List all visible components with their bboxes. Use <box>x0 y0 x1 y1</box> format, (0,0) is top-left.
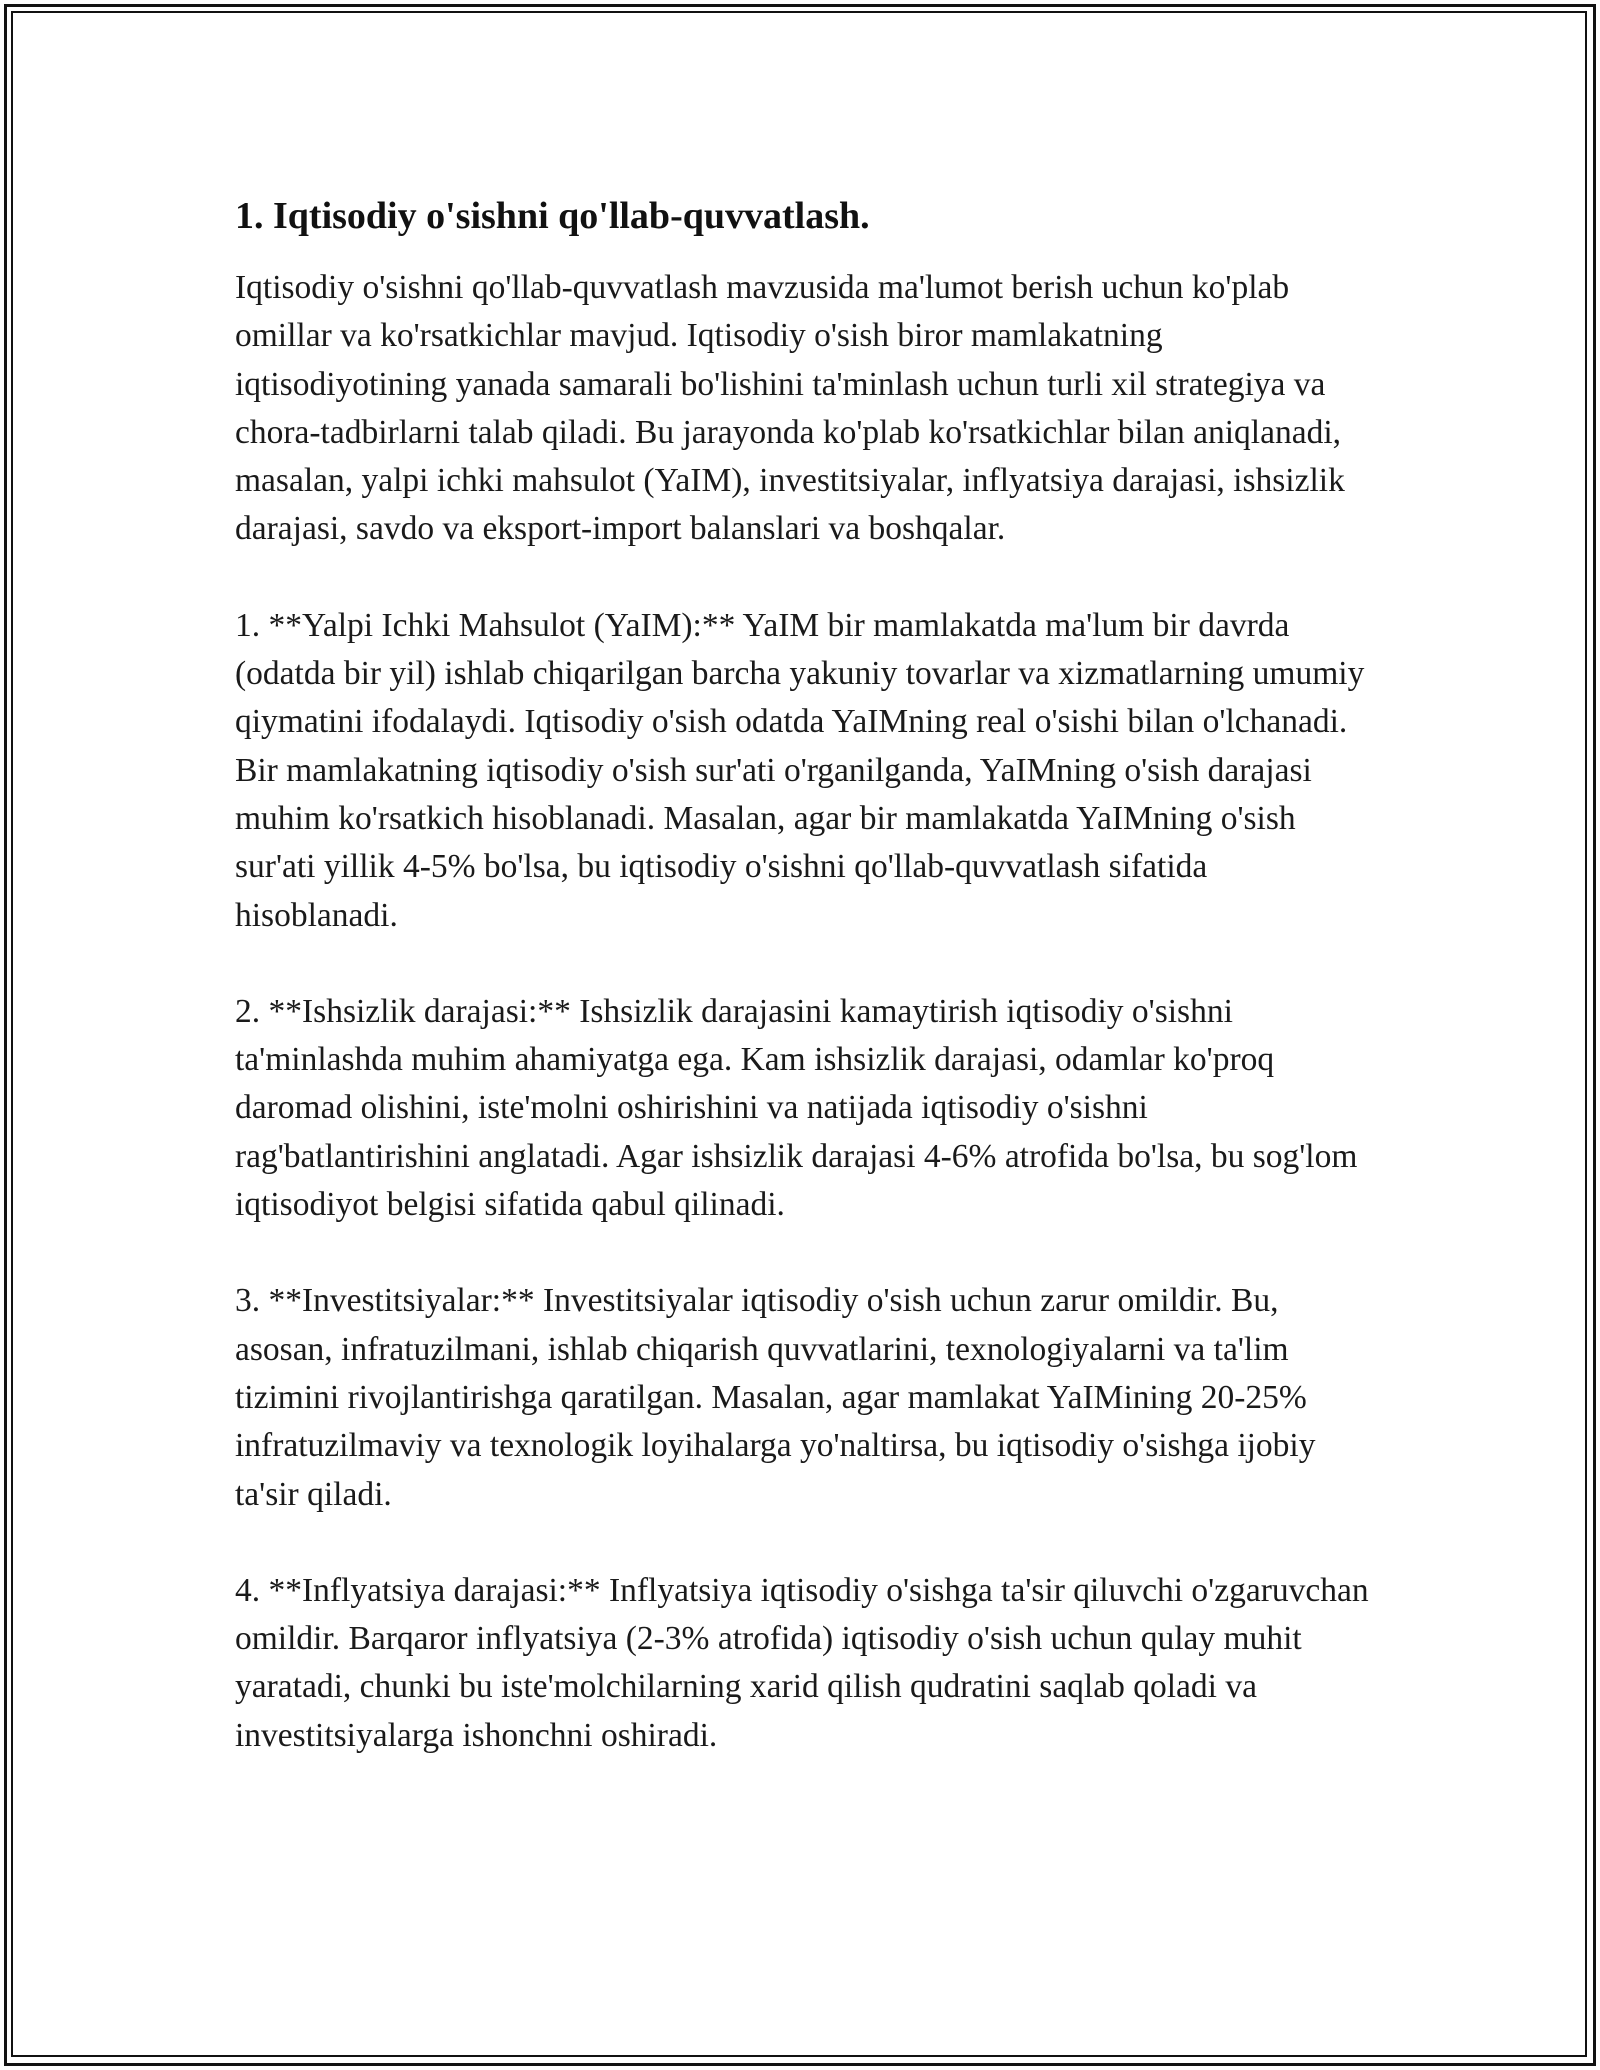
intro-paragraph: Iqtisodiy o'sishni qo'llab-quvvatlash mavzusida ma'lumot berish uchun ko'plab omillar va ko'rsatkichlar mavjud. Iqtisodiy o'sish biror mamlakatning iqtisodiyotining yanada samarali bo'lishini ta'minlash uchun turli xil strategiya va chora-tadbirlarni talab qiladi. Bu jarayonda ko'plab ko'rsatkichlar bilan aniqlanadi, masalan, yalpi ichki mahsulot (YaIM), investitsiyalar, inflyatsiya darajasi, ishsizlik darajasi, savdo va eksport-import balanslari va boshqalar. <box>235 269 1345 548</box>
paragraph-investitsiyalar: 3. **Investitsiyalar:** Investitsiyalar iqtisodiy o'sish uchun zarur omildir. Bu, asosan, infratuzilmani, ishlab chiqarish quvvatlarini, texnologiyalarni va ta'lim tizimini rivojlantirishga qaratilgan. Masalan, agar mamlakat YaIMining 20-25% infratuzilmaviy va texnologik loyihalarga yo'naltirsa, bu iqtisodiy o'sishga ijobiy ta'sir qiladi. <box>235 1282 1316 1513</box>
paragraph-yaim: 1. **Yalpi Ichki Mahsulot (YaIM):** YaIM bir mamlakatda ma'lum bir davrda (odatda bir yil) ishlab chiqarilgan barcha yakuniy tovarlar va xizmatlarning umumiy qiymatini ifodalaydi. Iqtisodiy o'sish odatda YaIMning real o'sishi bilan o'lchanadi. Bir mamlakatning iqtisodiy o'sish sur'ati o'rganilganda, YaIMning o'sish darajasi muhim ko'rsatkich hisoblanadi. Masalan, agar bir mamlakatda YaIMning o'sish sur'ati yillik 4-5% bo'lsa, bu iqtisodiy o'sishni qo'llab-quvvatlash sifatida hisoblanadi. <box>235 606 1365 934</box>
paragraph-inflyatsiya: 4. **Inflyatsiya darajasi:** Inflyatsiya iqtisodiy o'sishga ta'sir qiluvchi o'zgaruvchan omildir. Barqaror inflyatsiya (2-3% atrofida) iqtisodiy o'sish uchun qulay muhit yaratadi, chunki bu iste'molchilarning xarid qilish qudratini saqlab qoladi va investitsiyalarga ishonchni oshiradi. <box>235 1571 1369 1754</box>
document-title: 1. Iqtisodiy o'sishni qo'llab-quvvatlash. <box>235 195 870 237</box>
document-body <box>235 188 1375 1808</box>
paragraph-ishsizlik: 2. **Ishsizlik darajasi:** Ishsizlik darajasini kamaytirish iqtisodiy o'sishni ta'minlashda muhim ahamiyatga ega. Kam ishsizlik darajasi, odamlar ko'proq daromad olishini, iste'molni oshirishini va natijada iqtisodiy o'sishni rag'batlantirishini anglatadi. Agar ishsizlik darajasi 4-6% atrofida bo'lsa, bu sog'lom iqtisodiyot belgisi sifatida qabul qilinadi. <box>235 992 1358 1224</box>
